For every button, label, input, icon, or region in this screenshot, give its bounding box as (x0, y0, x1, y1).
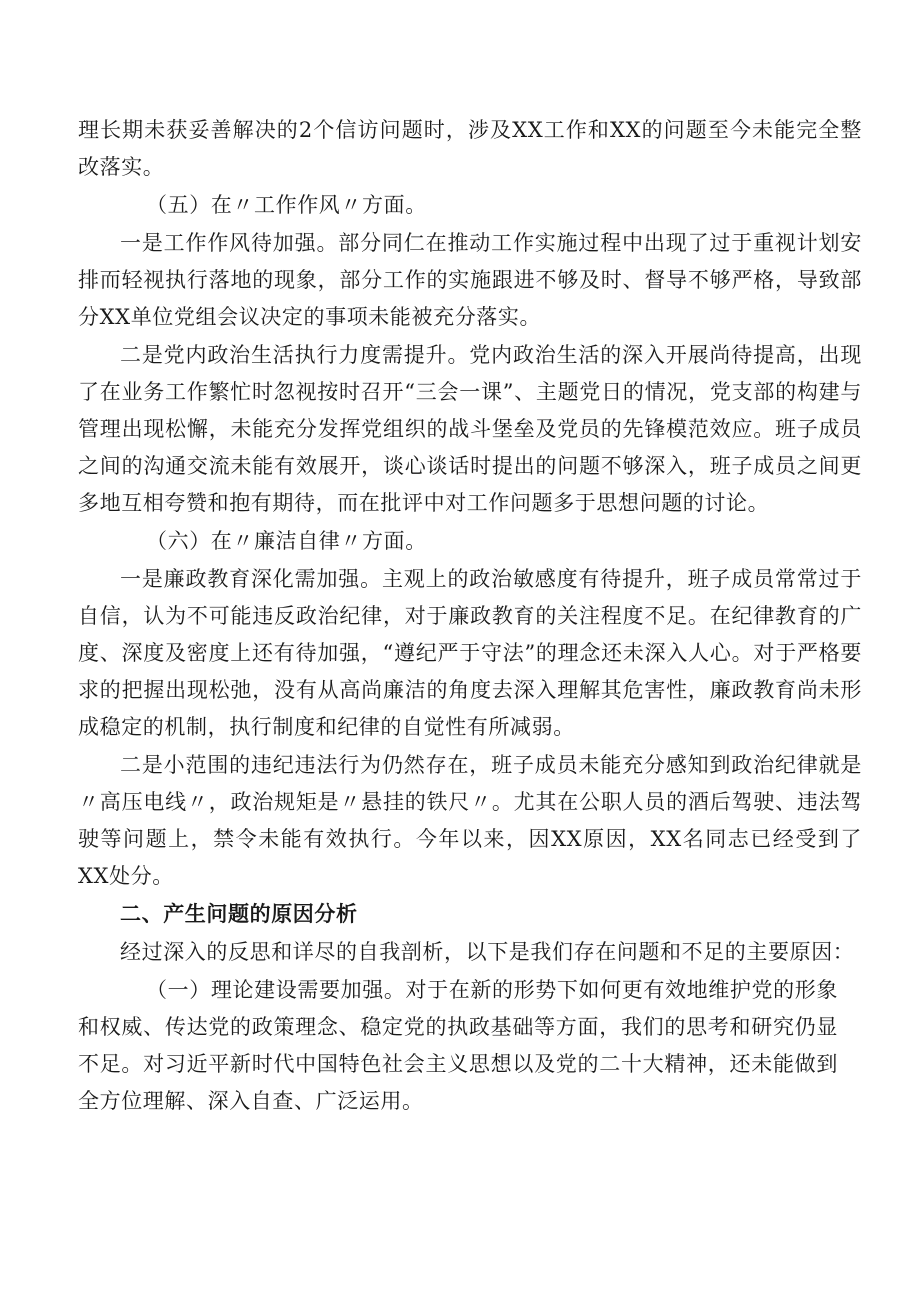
paragraph-work-style-2: 二是党内政治生活执行力度需提升。党内政治生活的深入开展尚待提高，出现了在业务工作繁忙时忽视按时召开“三会一课”、主题党日的情况，党支部的构建与管理出现松懈，未能充分发挥党组织的战斗堡垒及党员的先锋模范效应。班子成员之间的沟通交流未能有效展开，谈心谈话时提出的问题不够深入，班子成员之间更多地互相夸赞和抱有期待，而在批评中对工作问题多于思想问题的讨论。 (78, 343, 862, 515)
paragraph-work-style-1: 一是工作作风待加强。部分同仁在推动工作实施过程中出现了过于重视计划安排而轻视执行落地的现象，部分工作的实施跟进不够及时、督导不够严格，导致部分XX单位党组会议决定的事项未能被充分落实。 (78, 231, 862, 329)
paragraph-integrity-2: 二是小范围的违纪违法行为仍然存在，班子成员未能充分感知到政治纪律就是〃高压电线〃，政治规矩是〃悬挂的铁尺〃。尤其在公职人员的酒后驾驶、违法驾驶等问题上，禁令未能有效执行。今年以来，因XX原因，XX名同志已经受到了XX处分。 (78, 753, 862, 888)
document-page (78, 112, 862, 1120)
paragraph-continuation: 理长期未获妥善解决的2个信访问题时，涉及XX工作和XX的问题至今未能完全整改落实。 (78, 118, 862, 179)
subsection-title-six: （六）在〃廉洁自律〃方面。 (146, 529, 427, 553)
paragraph-integrity-1: 一是廉政教育深化需加强。主观上的政治敏感度有待提升，班子成员常常过于自信，认为不可能违反政治纪律，对于廉政教育的关注程度不足。在纪律教育的广度、深度及密度上还有待加强，“遵纪严于守法”的理念还未深入人心。对于严格要求的把握出现松弛，没有从高尚廉洁的角度去深入理解其危害性，廉政教育尚未形成稳定的机制，执行制度和纪律的自觉性有所减弱。 (78, 567, 862, 739)
paragraph-theory: （一）理论建设需要加强。对于在新的形势下如何更有效地维护党的形象和权威、传达党的政策理念、稳定党的执政基础等方面，我们的思考和研究仍显不足。对习近平新时代中国特色社会主义思想以及党的二十大精神，还未能做到全方位理解、深入自查、广泛运用。 (78, 978, 838, 1113)
section-intro: 经过深入的反思和详尽的自我剖析，以下是我们存在问题和不足的主要原因： (120, 940, 855, 964)
subsection-title-five: （五）在〃工作作风〃方面。 (146, 193, 427, 217)
section-heading: 二、产生问题的原因分析 (120, 902, 358, 926)
